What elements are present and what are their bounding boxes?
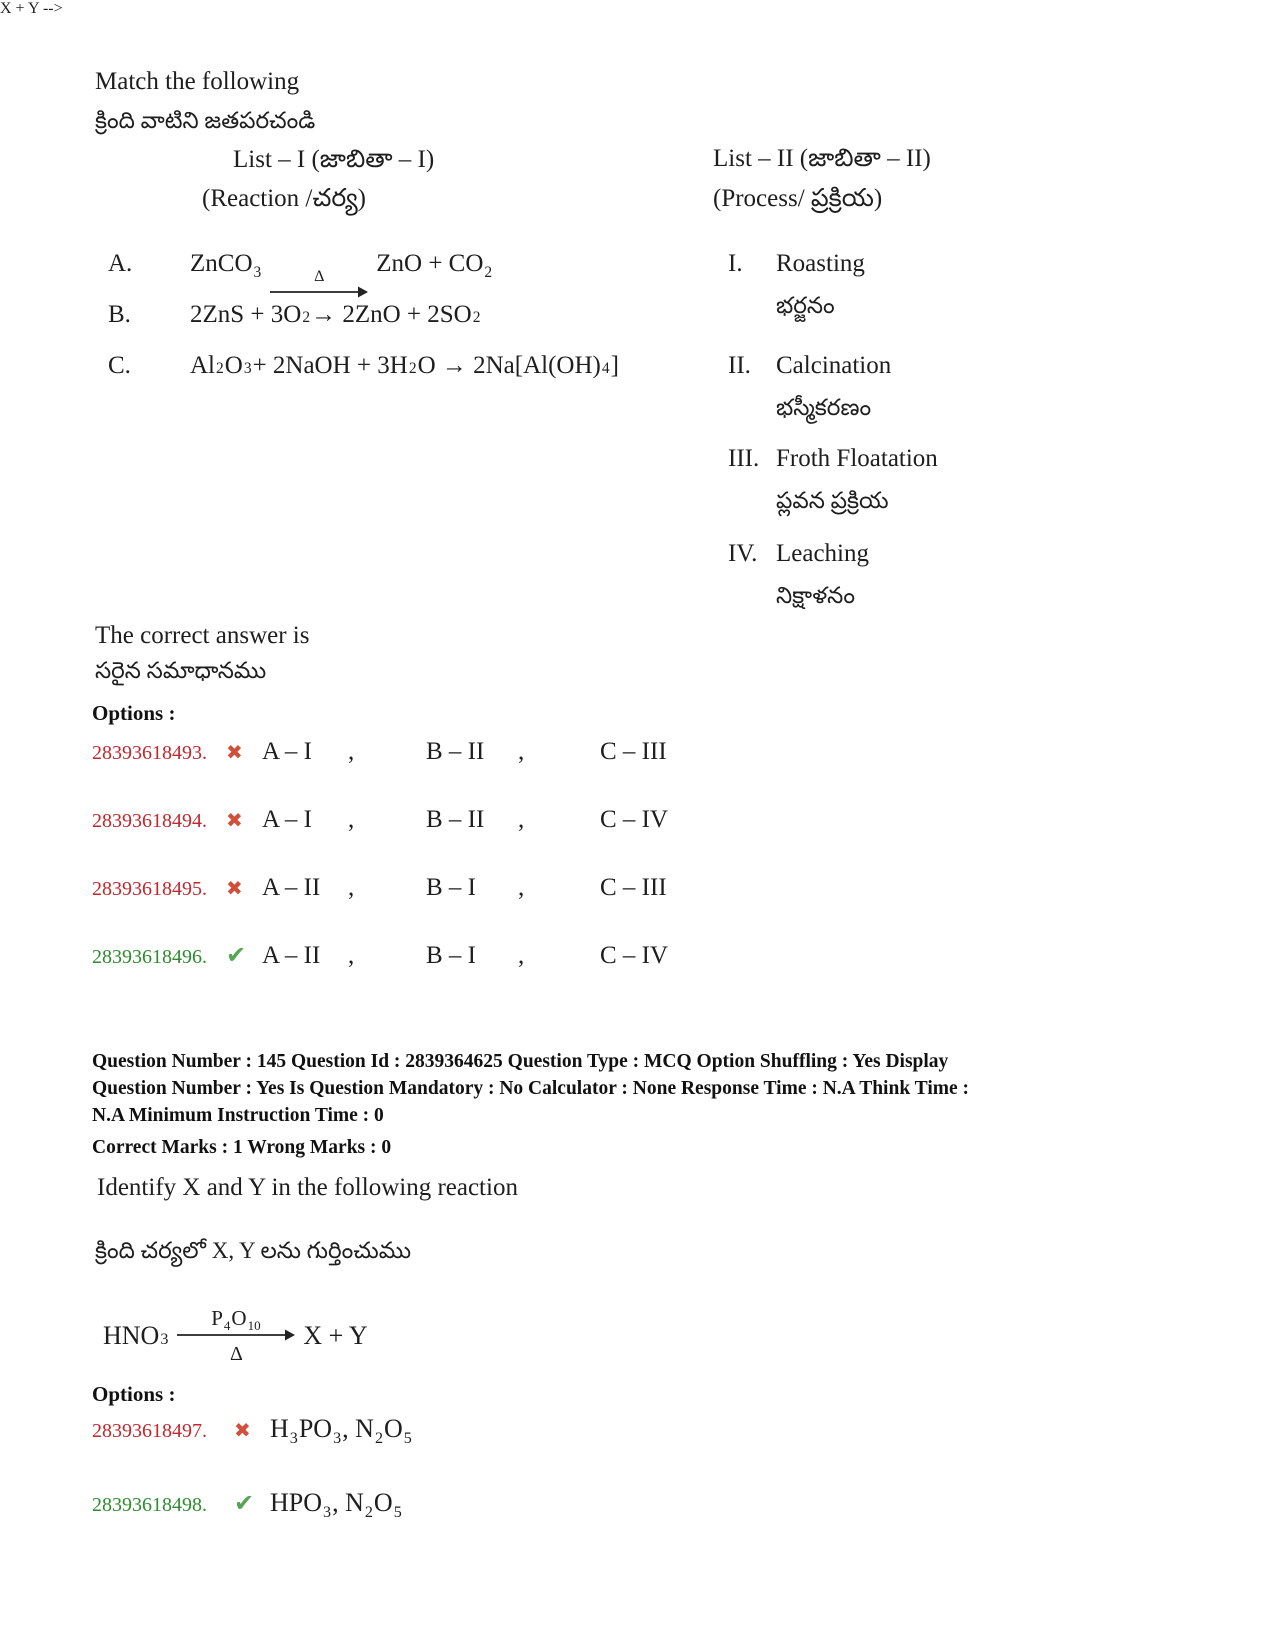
option-id: 28393618497. [92,1420,207,1442]
list1-item-c [108,352,619,380]
option-pair-b: B – I [426,942,476,969]
item-numeral: I. [728,250,743,277]
list2-item-froth-floatation [728,445,938,520]
item-label: B. [108,301,131,328]
correct-check-icon: ✔ [226,943,247,969]
separator-comma: , [518,874,525,901]
separator-comma: , [518,942,525,969]
answer-intro-te: సరైన సమాధానము [95,658,267,683]
item-text [776,445,938,520]
question-prompt-te: క్రింది చర్యలో X, Y లను గుర్తించుము [95,1238,412,1263]
question-145-section: Question Number : 145 Question Id : 2839364625 Question Type : MCQ Option Shuffling : Yes Display Question Number : Yes Is Question Mandatory : No Calculator : None Response Time : N.A Think Time : N.A Minimum Instruction Time : 0 Correct Marks : 1 Wrong Marks : 0 Identify X and Y in the following reaction క్రింది చర్యలో X, Y లను గుర్తించుము X + Y --> HNO 3 $P_4O_{10}$ Δ X + Y Options : 28393618497. ✖ $H_3PO_3$, $N_2O_5$ 28393618498. ✔ $HPO_3$, $N_2O_5$ [0,0,970,1522]
wrong-cross-icon: ✖ [226,878,243,900]
separator-comma: , [348,942,355,969]
separator-comma: , [348,806,355,833]
option-pair-a: A – II [262,942,321,969]
question-prompt-te: క్రింది వాటిని జతపరచండి [95,108,316,133]
option-pair-b: B – I [426,874,476,901]
option-pair-a: A – I [262,806,312,833]
marks-line: Correct Marks : 1 Wrong Marks : 0 [92,1137,392,1158]
item-text-te: ప్లవన ప్రక్రియ [776,487,889,513]
equation-right: ZnO + $CO_2$ [376,250,493,281]
option-formula: $HPO_3$, $N_2O_5$ [270,1488,402,1522]
list2-item-calcination [728,352,891,427]
option-id: 28393618498. [92,1494,207,1516]
item-text-en: Leaching [776,540,870,567]
item-text [776,352,891,427]
item-text-te: భర్జనం [776,292,835,318]
wrong-cross-icon: ✖ [226,742,243,764]
item-label: A. [108,250,133,277]
reaction-arrow [177,1308,295,1364]
option-row [92,738,667,766]
option-id: 28393618495. [92,878,207,900]
question-prompt-en: Identify X and Y in the following reaction [97,1174,518,1201]
option-pair-c: C – IV [600,942,669,969]
list1-item-a [108,250,493,288]
chemical-equation: 2ZnS + 3O 2 → 2ZnO + 2SO 2 [190,301,481,328]
option-pair-c: C – III [600,738,667,765]
wrong-cross-icon: ✖ [234,1420,251,1442]
separator-comma: , [518,806,525,833]
question-meta-line: Question Number : 145 Question Id : 2839364625 Question Type : MCQ Option Shuffling : Yes Display [92,1051,949,1072]
option-pair-c: C – III [600,874,667,901]
arrow-condition-reagent: $P_4O_{10}$ [211,1306,261,1334]
separator-comma: , [518,738,525,765]
item-label: C. [108,352,131,379]
list2-subtitle: (Process/ ప్రక్రియ) [713,185,883,212]
separator-comma: , [348,874,355,901]
item-text [776,250,865,325]
answer-intro-en: The correct answer is [95,622,310,649]
option-id: 28393618496. [92,946,207,968]
item-text-en: Froth Floatation [776,445,938,472]
options-label: Options : [92,701,176,725]
list1-title: List – I (జాబితా – I) [233,146,435,173]
equation-left: HNO 3 [103,1321,169,1350]
question-meta-line: Question Number : Yes Is Question Mandatory : No Calculator : None Response Time : N.A Think Time : [92,1078,970,1099]
question-prompt-en: Match the following [95,68,300,95]
equation-right: X + Y [303,1321,368,1350]
option-pair-a: A – I [262,738,312,765]
item-text [776,540,869,615]
option-pair-c: C – IV [600,806,669,833]
list2-item-leaching [728,540,869,615]
right-arrow-icon [177,1329,295,1341]
separator-comma: , [348,738,355,765]
option-id: 28393618494. [92,810,207,832]
arrow-condition-delta: Δ [314,268,325,285]
chemical-equation: Al 2 O 3 + 2NaOH + 3H 2 O → 2Na[Al(OH) 4 ] [190,352,619,379]
item-numeral: III. [728,445,760,472]
item-text-en: Calcination [776,352,892,379]
list2-title: List – II (జాబితా – II) [713,145,931,172]
question-meta-line: N.A Minimum Instruction Time : 0 [92,1105,384,1126]
item-numeral: II. [728,352,751,379]
option-formula: $H_3PO_3$, $N_2O_5$ [270,1414,412,1448]
chemical-equation [103,1308,368,1364]
option-pair-b: B – II [426,738,485,765]
option-id: 28393618493. [92,742,207,764]
option-row [92,1488,403,1522]
list1-item-b [108,301,481,329]
arrow-condition-delta: Δ [229,1343,243,1365]
list2-item-roasting [728,250,865,325]
option-pair-a: A – II [262,874,321,901]
option-row [92,806,668,834]
option-row [92,874,667,902]
list1-subtitle: (Reaction /చర్య) [202,185,366,212]
equation-left: ZnCO$_3$ [190,250,262,281]
option-pair-b: B – II [426,806,485,833]
option-row [92,941,668,970]
chemical-equation [190,250,493,288]
wrong-cross-icon: ✖ [226,810,243,832]
correct-check-icon: ✔ [234,1491,255,1517]
item-text-te: భస్మీకరణం [776,394,872,420]
reaction-arrow [270,269,368,298]
option-row [92,1414,413,1448]
item-text-te: నిక్షాళనం [776,582,855,608]
item-text-en: Roasting [776,250,865,277]
options-label: Options : [92,1382,176,1406]
right-arrow-icon [270,286,368,298]
item-numeral: IV. [728,540,758,567]
